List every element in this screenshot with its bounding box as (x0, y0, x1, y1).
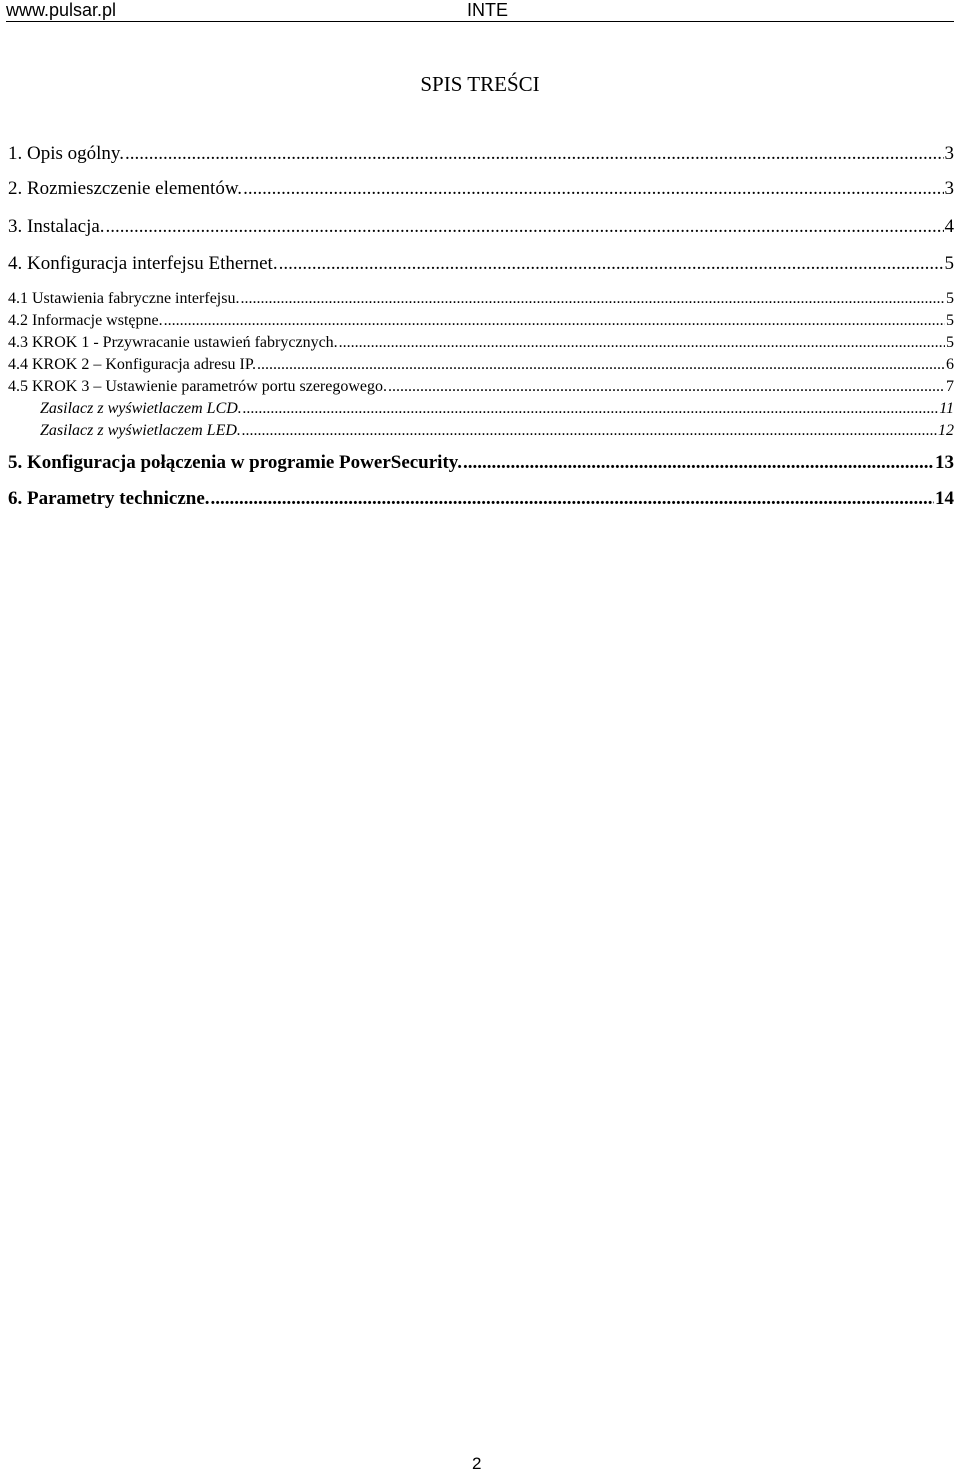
website-label: www.pulsar.pl (6, 0, 117, 20)
toc-entry-page: 5 (946, 290, 954, 307)
toc-entry-4-1[interactable] (8, 289, 954, 308)
toc-entry-label: 3. Instalacja. (8, 216, 105, 237)
page-header (0, 0, 960, 22)
header-divider (6, 21, 954, 22)
toc-entry-label: 5. Konfiguracja połączenia w programie PowerSecurity. (8, 452, 462, 473)
toc-entry-4-2[interactable] (8, 311, 954, 330)
toc-entry-page: 6 (946, 356, 954, 373)
toc-entry-label: 2. Rozmieszczenie elementów. (8, 178, 243, 199)
toc-entry-label: 4.3 KROK 1 - Przywracanie ustawień fabrycznych. (8, 334, 338, 351)
toc-entry-page: 5 (946, 334, 954, 351)
toc-entry-page: 11 (939, 400, 954, 417)
toc-entry-page: 3 (944, 143, 954, 164)
toc-entry-label: Zasilacz z wyświetlaczem LCD. (40, 400, 242, 417)
dot-leader (243, 178, 943, 200)
toc-entry-4-3[interactable] (8, 333, 954, 352)
dot-leader (125, 143, 944, 165)
toc-entry-page: 4 (944, 216, 954, 237)
toc-entry-label: 1. Opis ogólny. (8, 143, 124, 164)
dot-leader (240, 289, 945, 308)
toc-entry-4-4[interactable] (8, 355, 954, 374)
dot-leader (388, 377, 945, 396)
toc-entry-page: 7 (946, 378, 954, 395)
toc-entry-6[interactable] (8, 488, 954, 510)
toc-entry-label: 4. Konfiguracja interfejsu Ethernet. (8, 253, 278, 274)
toc-entry-label: 4.4 KROK 2 – Konfiguracja adresu IP. (8, 356, 256, 373)
toc-entry-1[interactable] (8, 143, 954, 165)
dot-leader (339, 333, 945, 352)
dot-leader (243, 399, 938, 418)
dot-leader (164, 311, 945, 330)
toc-entry-4[interactable] (8, 253, 954, 275)
toc-entry-label: 4.1 Ustawienia fabryczne interfejsu. (8, 290, 240, 307)
toc-entry-label: 6. Parametry techniczne. (8, 488, 210, 509)
toc-entry-2[interactable] (8, 178, 954, 200)
dot-leader (257, 355, 945, 374)
toc-entry-page: 5 (944, 253, 954, 274)
dot-leader (106, 216, 944, 238)
toc-entry-label: Zasilacz z wyświetlaczem LED. (40, 422, 241, 439)
toc-entry-page: 5 (946, 312, 954, 329)
toc-title: SPIS TREŚCI (420, 72, 540, 96)
toc-entry-5[interactable] (8, 452, 954, 474)
toc-entry-label: 4.2 Informacje wstępne. (8, 312, 163, 329)
toc-entry-lcd[interactable] (8, 399, 954, 418)
toc-entry-page: 12 (938, 422, 954, 439)
toc-entry-page: 14 (935, 488, 954, 509)
toc-entry-page: 13 (935, 452, 954, 473)
dot-leader (242, 421, 937, 440)
dot-leader (463, 452, 934, 474)
dot-leader (279, 253, 944, 275)
toc-entry-4-5[interactable] (8, 377, 954, 396)
toc-entry-led[interactable] (8, 421, 954, 440)
toc-entry-3[interactable] (8, 216, 954, 238)
toc-entry-label: 4.5 KROK 3 – Ustawienie parametrów portu szeregowego. (8, 378, 388, 395)
page-number: 2 (472, 1454, 482, 1473)
toc-entry-page: 3 (944, 178, 954, 199)
doc-code-label: INTE (467, 0, 509, 20)
dot-leader (211, 488, 934, 510)
